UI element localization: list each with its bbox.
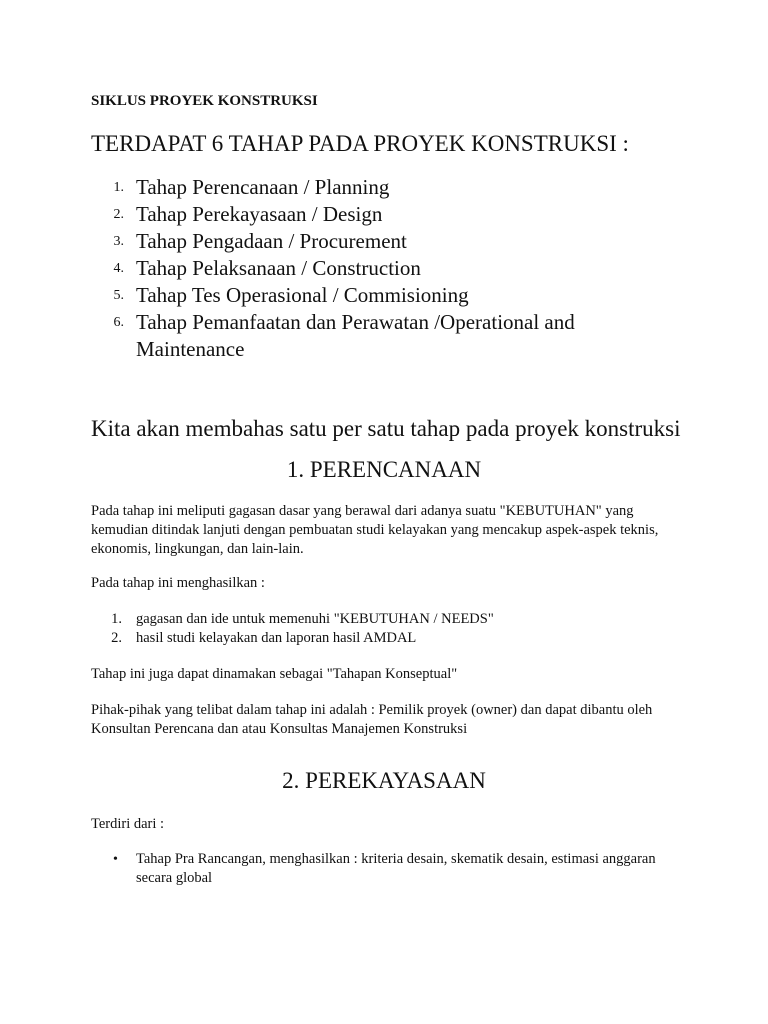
list-item bbox=[0, 850, 768, 888]
paragraph: Pada tahap ini menghasilkan : bbox=[91, 575, 265, 591]
results-list bbox=[0, 610, 768, 648]
list-item-text: hasil studi kelayakan dan laporan hasil AMDAL bbox=[136, 630, 417, 646]
list-number: 6. bbox=[113, 315, 124, 330]
document-title: SIKLUS PROYEK KONSTRUKSI bbox=[91, 93, 318, 109]
list-item bbox=[0, 255, 768, 282]
paragraph: Pada tahap ini meliputi gagasan dasar yang berawal dari adanya suatu "KEBUTUHAN" yang kemudian ditindak lanjuti dengan pembuatan studi kelayakan yang mencakup aspek-aspek teknis, ekonomis, lingkungan, dan lain-lain. bbox=[91, 503, 659, 557]
list-number: 2. bbox=[113, 207, 124, 222]
list-item bbox=[0, 629, 768, 648]
main-heading: TERDAPAT 6 TAHAP PADA PROYEK KONSTRUKSI : bbox=[91, 131, 629, 156]
list-item bbox=[0, 228, 768, 255]
list-number: 5. bbox=[113, 288, 124, 303]
list-number: 2. bbox=[111, 630, 122, 646]
list-item-text: Tahap Tes Operasional / Commisioning bbox=[136, 283, 469, 307]
list-number: 1. bbox=[113, 180, 124, 195]
bullet-icon: • bbox=[113, 852, 118, 867]
list-item-text: Tahap Pelaksanaan / Construction bbox=[136, 256, 421, 280]
list-number: 4. bbox=[113, 261, 124, 276]
list-item-text: gagasan dan ide untuk memenuhi "KEBUTUHAN / NEEDS" bbox=[136, 611, 494, 627]
list-number: 3. bbox=[113, 234, 124, 249]
intro-text: Kita akan membahas satu per satu tahap pada proyek konstruksi bbox=[91, 416, 681, 441]
list-item bbox=[0, 201, 768, 228]
stage-list bbox=[0, 174, 768, 363]
list-item-text: Tahap Perekayasaan / Design bbox=[136, 202, 383, 226]
paragraph: Pihak-pihak yang telibat dalam tahap ini adalah : Pemilik proyek (owner) dan dapat dibantu oleh Konsultan Perencana dan atau Konsultas Manajemen Konstruksi bbox=[91, 702, 653, 737]
section-heading-perekayasaan: 2. PEREKAYASAAN bbox=[282, 768, 486, 793]
bullet-list bbox=[0, 850, 768, 888]
paragraph: Tahap ini juga dapat dinamakan sebagai "Tahapan Konseptual" bbox=[91, 666, 458, 682]
list-item-text: Tahap Pemanfaatan dan Perawatan /Operational and Maintenance bbox=[136, 310, 575, 361]
list-item-text: Tahap Pra Rancangan, menghasilkan : kriteria desain, skematik desain, estimasi anggaran secara global bbox=[136, 851, 656, 886]
list-item-text: Tahap Pengadaan / Procurement bbox=[136, 229, 407, 253]
list-item bbox=[0, 309, 768, 363]
list-item-text: Tahap Perencanaan / Planning bbox=[136, 175, 390, 199]
paragraph: Terdiri dari : bbox=[91, 816, 165, 832]
list-item bbox=[0, 282, 768, 309]
section-heading-perencanaan: 1. PERENCANAAN bbox=[286, 457, 482, 482]
list-number: 1. bbox=[111, 611, 122, 627]
list-item bbox=[0, 174, 768, 201]
list-item bbox=[0, 610, 768, 629]
